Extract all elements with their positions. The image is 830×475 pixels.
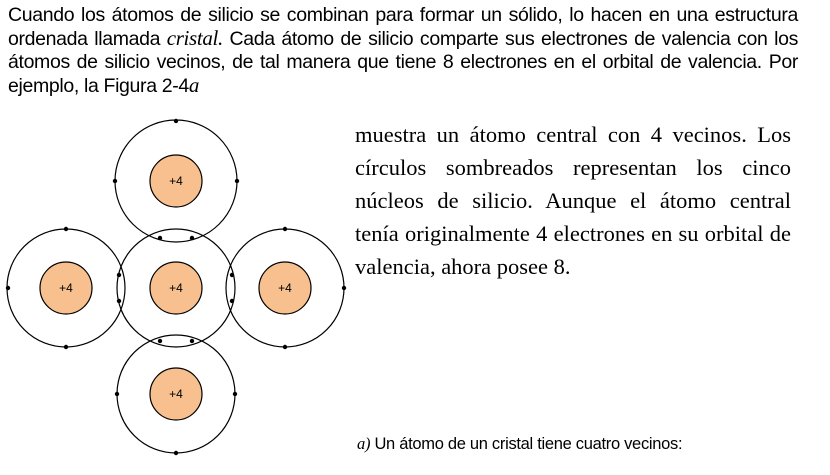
body-paragraph: muestra un átomo central con 4 vecinos. Los círculos sombreados representan los cinco núcleos de silicio. Aunque el átomo central tenía originalmente 4 electrones en su orbital de valencia, ahora posee 8. bbox=[355, 122, 791, 279]
electron-right-3 bbox=[283, 345, 287, 349]
nucleus-label-right: +4 bbox=[278, 281, 292, 296]
electron-top-3 bbox=[235, 179, 239, 183]
figure-caption bbox=[357, 434, 682, 454]
electron-shared-bottom-2 bbox=[190, 339, 194, 343]
electron-shared-left-1 bbox=[117, 273, 121, 277]
electron-shared-top-1 bbox=[158, 236, 162, 240]
electron-shared-right-1 bbox=[230, 273, 234, 277]
electron-left-1 bbox=[64, 227, 68, 231]
electron-right-2 bbox=[342, 286, 346, 290]
intro-paragraph bbox=[8, 4, 798, 98]
silicon-crystal-figure bbox=[0, 115, 350, 460]
electron-bottom-3 bbox=[174, 451, 178, 455]
electron-shared-top-2 bbox=[190, 236, 194, 240]
caption-letter: a) bbox=[357, 434, 371, 453]
electron-shared-right-2 bbox=[230, 299, 234, 303]
electron-shared-left-2 bbox=[117, 299, 121, 303]
nucleus-label-left: +4 bbox=[59, 281, 73, 296]
electron-bottom-2 bbox=[233, 392, 237, 396]
intro-text-end: Cada átomo de silicio comparte sus electrones de valencia con los átomos de silicio vecinos, de tal manera que tiene 8 electrones en el orbital de valencia. Por ejemplo, la Figura 2-4 bbox=[8, 28, 798, 97]
nucleus-label-top: +4 bbox=[169, 174, 183, 189]
intro-emphasis: cristal. bbox=[166, 26, 223, 50]
electron-bottom-1 bbox=[115, 392, 119, 396]
electron-left-2 bbox=[6, 286, 10, 290]
intro-figure-letter: a bbox=[188, 73, 200, 97]
nucleus-label-center: +4 bbox=[169, 281, 183, 296]
electron-shared-bottom-1 bbox=[158, 339, 162, 343]
electron-right-1 bbox=[283, 227, 287, 231]
intro-text-start: Cuando los átomos de silicio se combinan para formar un sólido, lo hacen en una estructura ordenada llamada bbox=[8, 4, 798, 50]
electron-left-3 bbox=[64, 345, 68, 349]
electron-top-2 bbox=[113, 179, 117, 183]
caption-text: Un átomo de un cristal tiene cuatro vecinos: bbox=[370, 435, 683, 453]
electron-top-1 bbox=[174, 119, 178, 123]
nucleus-label-bottom: +4 bbox=[169, 387, 183, 402]
